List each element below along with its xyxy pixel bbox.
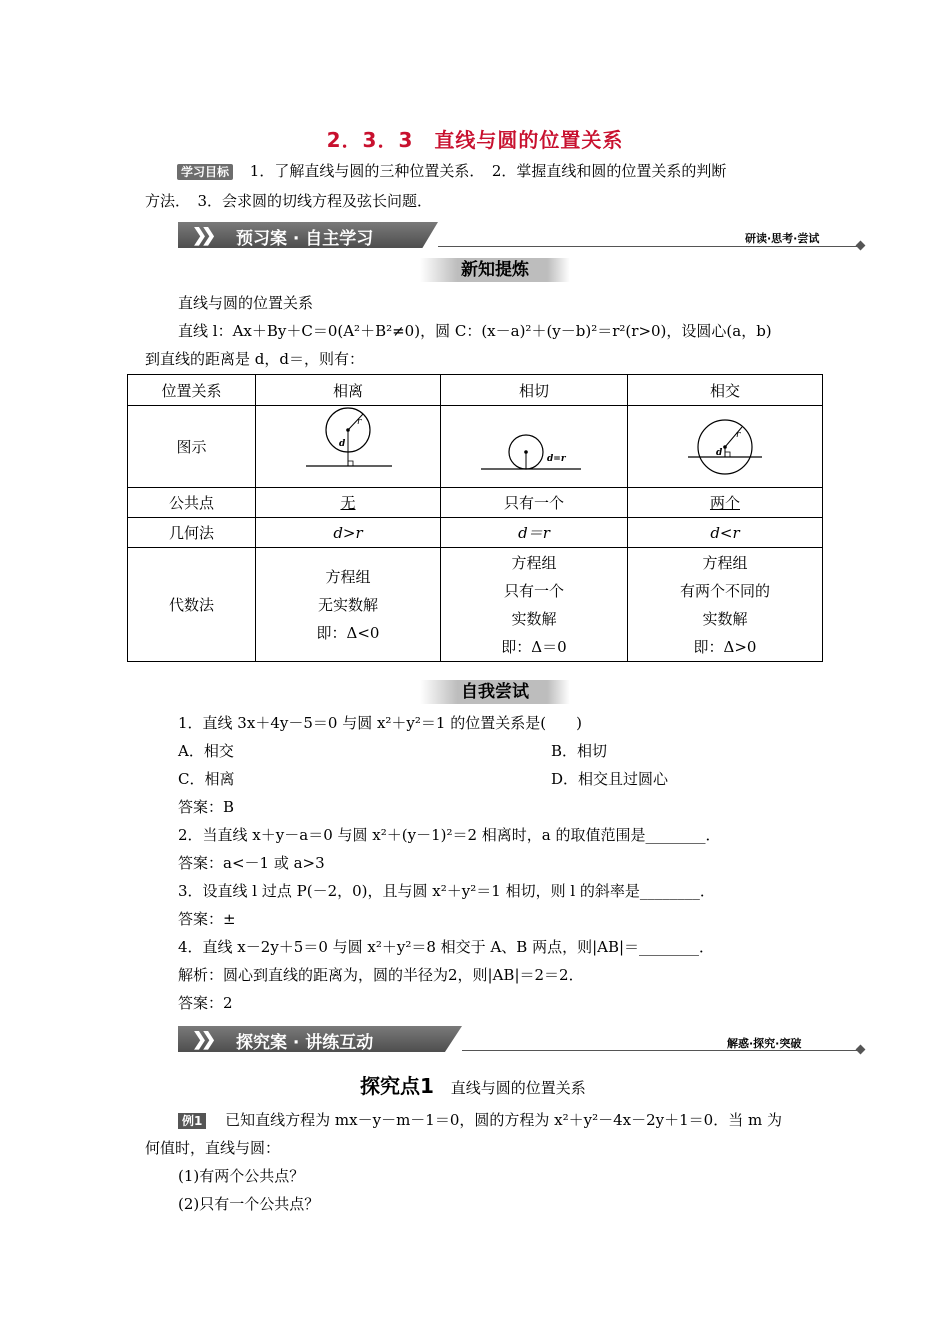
diagram-intersect xyxy=(628,406,823,488)
label-d-eq-r: d=r xyxy=(547,454,566,464)
intro-line2: 到直线的距离是 d，d＝，则有： xyxy=(145,350,364,368)
page-title: 2．3．3 直线与圆的位置关系 xyxy=(326,128,624,152)
row-label-algebra: 代数法 xyxy=(128,548,256,662)
q2-answer: 答案：a<－1 或 a>3 xyxy=(178,854,325,872)
alg-cell-text: 即：Δ>0 xyxy=(693,637,757,656)
label-d: d xyxy=(339,439,346,449)
alg-cell-text: 即：Δ<0 xyxy=(316,623,380,642)
q1-option-d: D．相交且过圆心 xyxy=(551,770,669,788)
intro-heading: 直线与圆的位置关系 xyxy=(178,294,314,312)
example-badge: 例1 xyxy=(178,1113,206,1129)
objectives-line1 xyxy=(177,160,726,181)
label-r: r xyxy=(357,417,362,427)
circle-tangent-diagram xyxy=(441,406,627,483)
circle-separate-diagram xyxy=(256,406,440,483)
alg-cell-text: 方程组 xyxy=(325,567,371,586)
label-r: r xyxy=(736,430,741,440)
banner-label: 探究案 · 讲练互动 xyxy=(236,1033,374,1053)
diagram-separate xyxy=(256,406,441,488)
row-label-points: 公共点 xyxy=(128,488,256,518)
example-part2: (2)只有一个公共点？ xyxy=(178,1195,320,1213)
objectives-text1: 1．了解直线与圆的三种位置关系． 2．掌握直线和圆的位置关系的判断 xyxy=(249,162,727,180)
example-line1 xyxy=(178,1109,782,1130)
banner-tag: 研读·思考·尝试 xyxy=(745,232,820,245)
geom-tangent: d＝r xyxy=(441,518,628,548)
alg-cell-text: 无实数解 xyxy=(317,595,378,614)
topic-heading xyxy=(360,1070,586,1099)
intro-line1: 直线 l：Ax＋By＋C＝0(A²＋B²≠0)，圆 C：(x－a)²＋(y－b)²＝r²(r>0)，设圆心(a，b) xyxy=(178,322,772,340)
diamond-icon xyxy=(856,1045,866,1055)
geom-separate: d>r xyxy=(256,518,441,548)
table-header: 相离 xyxy=(256,375,441,406)
relation-table xyxy=(127,374,823,662)
q4-analysis: 解析：圆心到直线的距离为，圆的半径为2，则|AB|＝2＝2． xyxy=(178,966,584,984)
table-header: 位置关系 xyxy=(128,375,256,406)
circle-intersect-diagram xyxy=(628,406,822,483)
alg-cell-text: 即：Δ＝0 xyxy=(501,637,567,656)
q2-stem: 2．当直线 x＋y－a＝0 与圆 x²＋(y－1)²＝2 相离时，a 的取值范围是________． xyxy=(178,826,721,844)
banner-label: 预习案 · 自主学习 xyxy=(236,229,374,249)
example-part1: (1)有两个公共点？ xyxy=(178,1167,305,1185)
subheading-self-try: 自我尝试 xyxy=(420,680,570,704)
alg-cell-text: 只有一个 xyxy=(503,581,564,600)
alg-cell-text: 方程组 xyxy=(702,553,748,572)
banner-tag: 解惑·探究·突破 xyxy=(727,1037,802,1050)
section-banner-preview xyxy=(178,222,438,248)
section-banner-explore xyxy=(178,1026,462,1052)
q4-stem: 4．直线 x－2y＋5＝0 与圆 x²＋y²＝8 相交于 A、B 两点，则|AB|＝________． xyxy=(178,938,715,956)
q1-option-a: A．相交 xyxy=(178,742,234,760)
alg-cell-text: 实数解 xyxy=(511,609,557,628)
q1-option-b: B．相切 xyxy=(551,742,608,760)
q1-stem: 1．直线 3x＋4y－5＝0 与圆 x²＋y²＝1 的位置关系是( ) xyxy=(178,714,582,732)
alg-cell-text: 方程组 xyxy=(511,553,557,572)
alg-cell-text: 有两个不同的 xyxy=(679,581,770,600)
chevron-icon: ❯❯ xyxy=(192,1029,211,1050)
q3-stem: 3．设直线 l 过点 P(－2，0)，且与圆 x²＋y²＝1 相切，则 l 的斜率是________． xyxy=(178,882,715,900)
table-header: 相交 xyxy=(628,375,823,406)
points-tangent: 只有一个 xyxy=(503,494,564,512)
subheading-new-knowledge: 新知提炼 xyxy=(420,258,570,282)
q3-answer: 答案：± xyxy=(178,910,236,928)
geom-intersect: d<r xyxy=(628,518,823,548)
diagram-tangent xyxy=(441,406,628,488)
q4-answer: 答案：2 xyxy=(178,994,233,1012)
objectives-badge: 学习目标 xyxy=(177,164,233,180)
example-text: 已知直线方程为 mx－y－m－1＝0，圆的方程为 x²＋y²－4x－2y＋1＝0．当 m 为 xyxy=(225,1111,782,1129)
topic-text: 直线与圆的位置关系 xyxy=(450,1079,586,1097)
diamond-icon xyxy=(856,241,866,251)
points-intersect: 两个 xyxy=(709,494,740,512)
q1-option-c: C．相离 xyxy=(178,770,235,788)
points-separate: 无 xyxy=(340,494,356,512)
divider xyxy=(438,246,858,247)
label-d: d xyxy=(716,448,723,458)
example-line2: 何值时，直线与圆： xyxy=(145,1139,281,1157)
objectives-line2: 方法． 3．会求圆的切线方程及弦长问题． xyxy=(145,192,433,210)
row-label-diagram: 图示 xyxy=(128,406,256,488)
table-header: 相切 xyxy=(441,375,628,406)
row-label-geometry: 几何法 xyxy=(128,518,256,548)
alg-cell-text: 实数解 xyxy=(702,609,748,628)
topic-label: 探究点1 xyxy=(360,1074,434,1098)
q1-answer: 答案：B xyxy=(178,798,235,816)
chevron-icon: ❯❯ xyxy=(192,225,211,246)
